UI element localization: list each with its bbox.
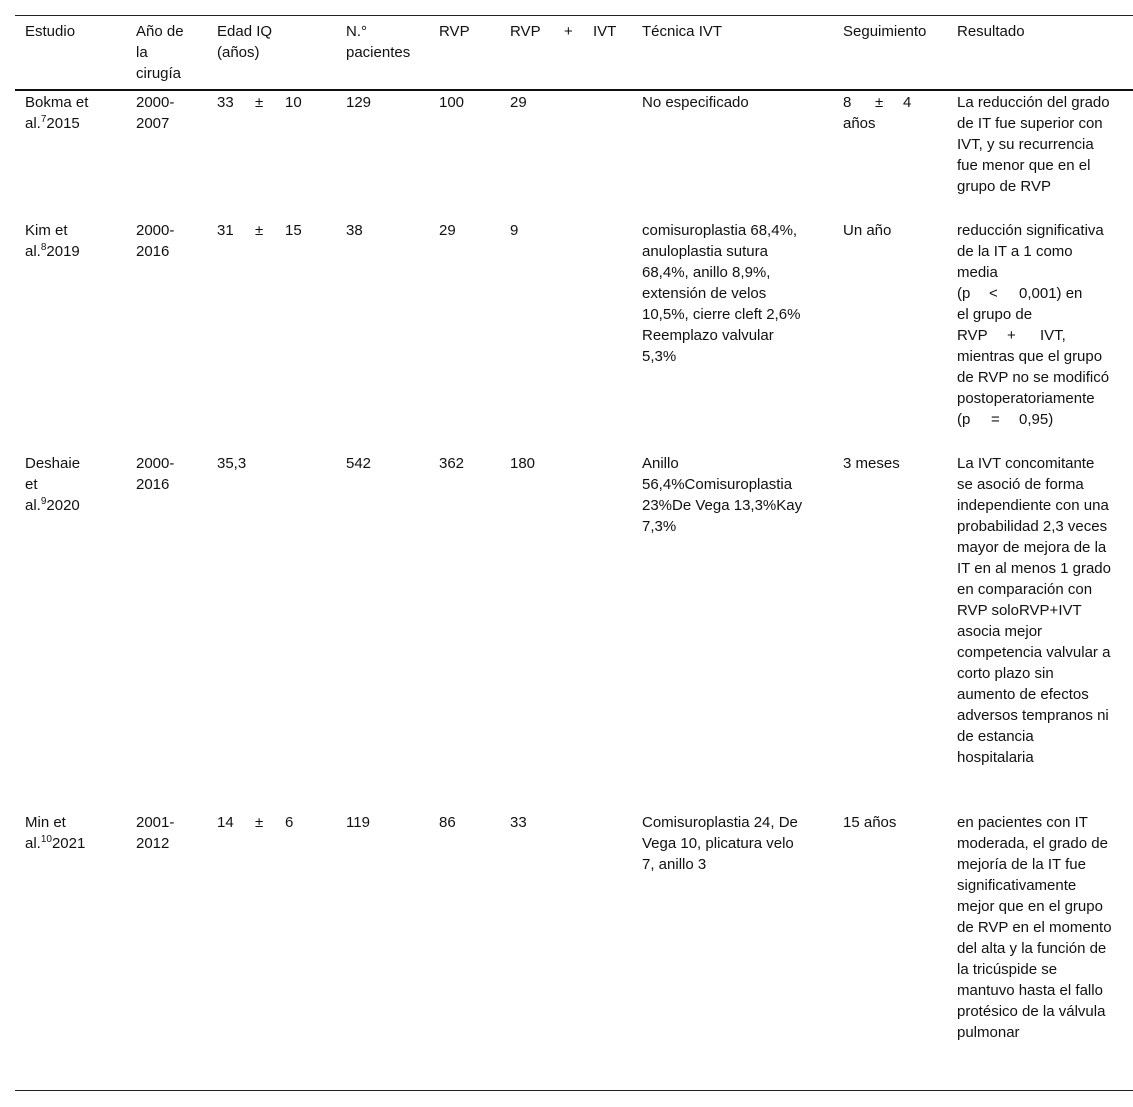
cell-tecnica: Anillo 56,4%Comisuroplastia 23%De Vega 13,3%Kay 7,3% [642, 455, 803, 535]
header-rvp: RVP [439, 23, 470, 40]
header-rvp-ivt-plus: + [564, 23, 573, 40]
reference-number: 9 [40, 496, 47, 507]
table-top-rule [15, 15, 1133, 16]
cell-resultado: en pacientes con IT moderada, el grado de mejoría de la IT fue significativamente mejor que en el grupo de RVP en el momento del alta y la función de la tricúspide se mantuvo hasta el fallo protésico de la válvula pulmonar [957, 814, 1112, 1041]
header-n-line2: pacientes [346, 44, 411, 61]
cell-anio-cirugia: 2000-2016 [136, 455, 175, 493]
header-seguimiento: Seguimiento [843, 23, 927, 40]
cell-anio-cirugia: 2000-2007 [136, 94, 175, 132]
cell-edad: 14 ± 6 [217, 814, 294, 831]
header-n-pacientes [346, 21, 426, 63]
cell-n-pacientes: 129 [346, 94, 372, 111]
header-rvp-ivt-b: IVT [593, 23, 617, 40]
reference-number: 7 [40, 114, 47, 125]
cell-anio-cirugia: 2000-2016 [136, 222, 175, 260]
header-edad-line1: Edad IQ [217, 23, 273, 40]
cell-rvp: 86 [439, 814, 456, 831]
cell-rvp-ivt: 29 [510, 94, 527, 111]
cell-edad: 35,3 [217, 455, 247, 472]
cell-seguimiento: 15 años [843, 814, 897, 831]
reference-number: 10 [40, 834, 52, 845]
cell-estudio: Min et al.$^{10}$2021 [25, 814, 86, 852]
cell-rvp: 362 [439, 455, 465, 472]
cell-n-pacientes: 542 [346, 455, 372, 472]
header-rule [15, 89, 1133, 91]
reference-number: 8 [40, 242, 47, 253]
cell-seguimiento: 3 meses [843, 455, 900, 472]
table-bottom-rule [15, 1090, 1133, 1091]
header-rvp-ivt [510, 21, 630, 42]
cell-rvp-ivt: 9 [510, 222, 519, 239]
header-resultado: Resultado [957, 23, 1025, 40]
cell-estudio: Deshaie et al.$^9$2020 [25, 455, 81, 514]
cell-edad: 31 ± 15 [217, 222, 302, 239]
header-anio-cirugia: Año de la cirugía [136, 23, 184, 82]
cell-n-pacientes: 119 [346, 814, 370, 831]
cell-tecnica: comisuroplastia 68,4%, anuloplastia sutura 68,4%, anillo 8,9%, extensión de velos 10,5%, cierre cleft 2,6% Reemplazo valvular 5,3% [642, 222, 801, 365]
cell-rvp: 29 [439, 222, 456, 239]
cell-rvp: 100 [439, 94, 465, 111]
cell-estudio: Kim et al.$^8$2019 [25, 222, 80, 260]
cell-tecnica: Comisuroplastia 24, De Vega 10, plicatura velo 7, anillo 3 [642, 814, 798, 873]
cell-seguimiento: 8 ± 4 años [843, 94, 912, 132]
cell-rvp-ivt: 33 [510, 814, 527, 831]
header-tecnica: Técnica IVT [642, 23, 723, 40]
cell-tecnica: No especificado [642, 94, 749, 111]
header-rvp-ivt-a: RVP [510, 23, 541, 40]
header-edad [217, 21, 327, 63]
header-estudio: Estudio [25, 23, 76, 40]
cell-anio-cirugia: 2001-2012 [136, 814, 175, 852]
cell-seguimiento: Un año [843, 222, 892, 239]
header-edad-line2: (años) [217, 44, 260, 61]
cell-resultado: La IVT concomitante se asoció de forma independiente con una probabilidad 2,3 veces mayor de mejora de la IT en al menos 1 grado en comparación con RVP soloRVP+IVT asocia mejor competencia valvular a corto plazo sin aumento de efectos adversos tempranos ni de estancia hospitalaria [957, 455, 1111, 766]
cell-estudio: Bokma et al.$^7$2015 [25, 94, 89, 132]
cell-n-pacientes: 38 [346, 222, 363, 239]
cell-edad: 33 ± 10 [217, 94, 302, 111]
cell-resultado: reducción significativa de la IT a 1 como media (p < 0,001) en el grupo de RVP + IVT, mientras que el grupo de RVP no se modificó postoperatoriamente (p = 0,95) [957, 222, 1110, 428]
header-n-line1: N.° [346, 23, 367, 40]
cell-rvp-ivt: 180 [510, 455, 536, 472]
cell-resultado: La reducción del grado de IT fue superior con IVT, y su recurrencia fue menor que en el grupo de RVP [957, 94, 1110, 195]
